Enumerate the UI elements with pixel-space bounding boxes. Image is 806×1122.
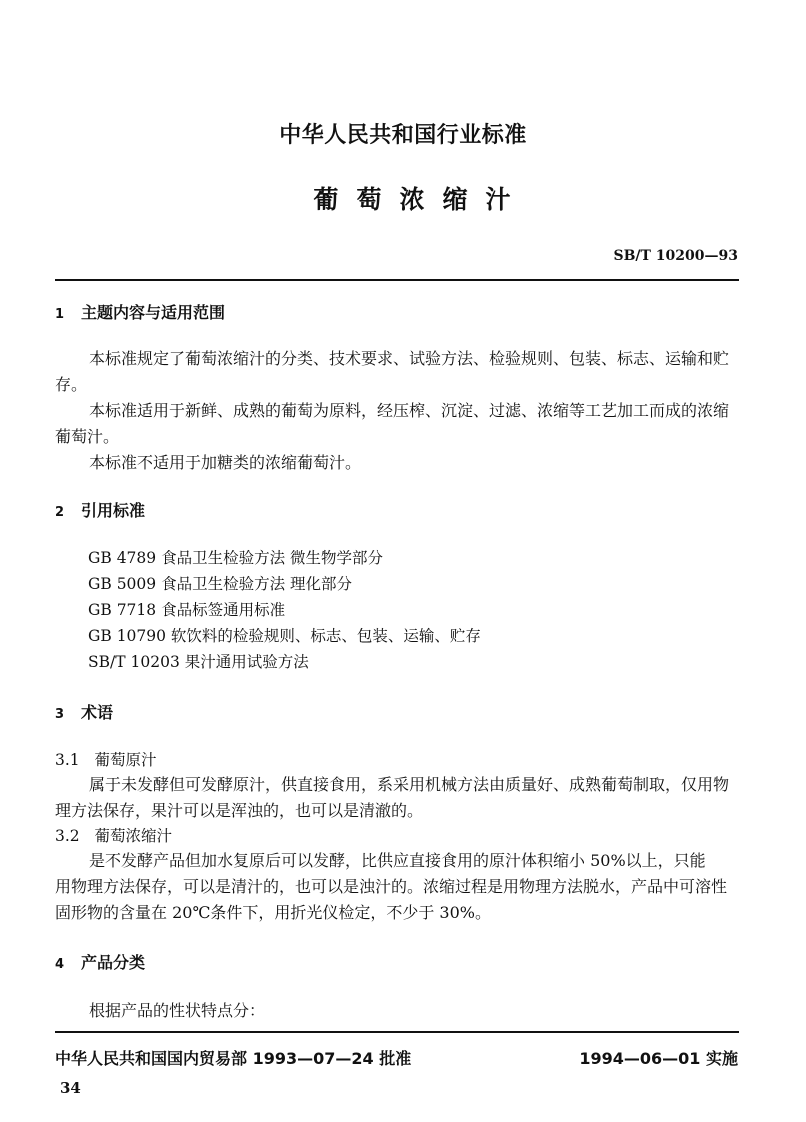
term-3-2-line-1: 是不发酵产品但加水复原后可以发酵，比供应直接食用的原汁体积缩小 50%以上，只能	[89, 851, 706, 870]
section-1-heading	[55, 300, 225, 323]
section-3-number: 3	[55, 707, 65, 722]
section-2-number: 2	[55, 505, 65, 520]
term-3-2-line-3: 固形物的含量在 20℃条件下，用折光仪检定，不少于 30%。	[55, 903, 491, 922]
term-3-1-line-2: 理方法保存，果汁可以是浑浊的，也可以是清澈的。	[55, 801, 424, 820]
document-org-title: 中华人民共和国行业标准	[279, 123, 527, 148]
section-4-title: 产品分类	[81, 953, 146, 972]
section-3-heading	[55, 700, 113, 723]
section-2-heading	[55, 498, 145, 521]
reference-item: GB 7718 食品标签通用标准	[88, 601, 286, 619]
term-3-2-title: 葡萄浓缩汁	[94, 827, 172, 845]
section-1-number: 1	[55, 307, 65, 322]
term-3-2-heading	[55, 824, 172, 846]
term-3-2-number: 3.2	[55, 827, 80, 845]
term-3-2-line-2: 用物理方法保存，可以是清汁的，也可以是浊汁的。浓缩过程是用物理方法脱水，产品中可溶性	[55, 877, 728, 896]
section-1-title: 主题内容与适用范围	[81, 303, 226, 322]
standard-number: SB/T 10200—93	[613, 248, 738, 264]
section-3-title: 术语	[81, 703, 114, 722]
section-2-title: 引用标准	[81, 501, 146, 520]
term-3-1-title: 葡萄原汁	[94, 751, 157, 769]
term-3-1-line-1: 属于未发酵但可发酵原汁，供直接食用，系采用机械方法由质量好、成熟葡萄制取，仅用物	[89, 775, 730, 794]
header-divider	[55, 279, 739, 281]
document-title: 葡萄浓缩汁	[313, 185, 529, 214]
section-4-number: 4	[55, 957, 65, 972]
reference-item: GB 10790 软饮料的检验规则、标志、包装、运输、贮存	[88, 627, 481, 645]
page-number: 34	[60, 1079, 81, 1097]
section-4-heading	[55, 950, 145, 973]
approval-line: 中华人民共和国国内贸易部 1993—07—24 批准	[55, 1049, 412, 1068]
reference-item: GB 4789 食品卫生检验方法 微生物学部分	[88, 549, 384, 567]
s1-paragraph-1-line-2: 存。	[55, 375, 88, 394]
implementation-date: 1994—06—01 实施	[579, 1049, 738, 1068]
reference-item: GB 5009 食品卫生检验方法 理化部分	[88, 575, 353, 593]
s1-paragraph-1-line-1: 本标准规定了葡萄浓缩汁的分类、技术要求、试验方法、检验规则、包装、标志、运输和贮	[89, 349, 730, 368]
s1-paragraph-2-line-1: 本标准适用于新鲜、成熟的葡萄为原料，经压榨、沉淀、过滤、浓缩等工艺加工而成的浓缩	[89, 401, 730, 420]
term-3-1-heading	[55, 748, 156, 770]
s1-paragraph-2-line-2: 葡萄汁。	[55, 427, 120, 446]
s4-paragraph-1: 根据产品的性状特点分：	[89, 1001, 266, 1020]
term-3-1-number: 3.1	[55, 751, 80, 769]
s1-paragraph-3: 本标准不适用于加糖类的浓缩葡萄汁。	[89, 453, 362, 472]
footer-divider	[55, 1031, 739, 1033]
reference-item: SB/T 10203 果汁通用试验方法	[88, 653, 309, 671]
